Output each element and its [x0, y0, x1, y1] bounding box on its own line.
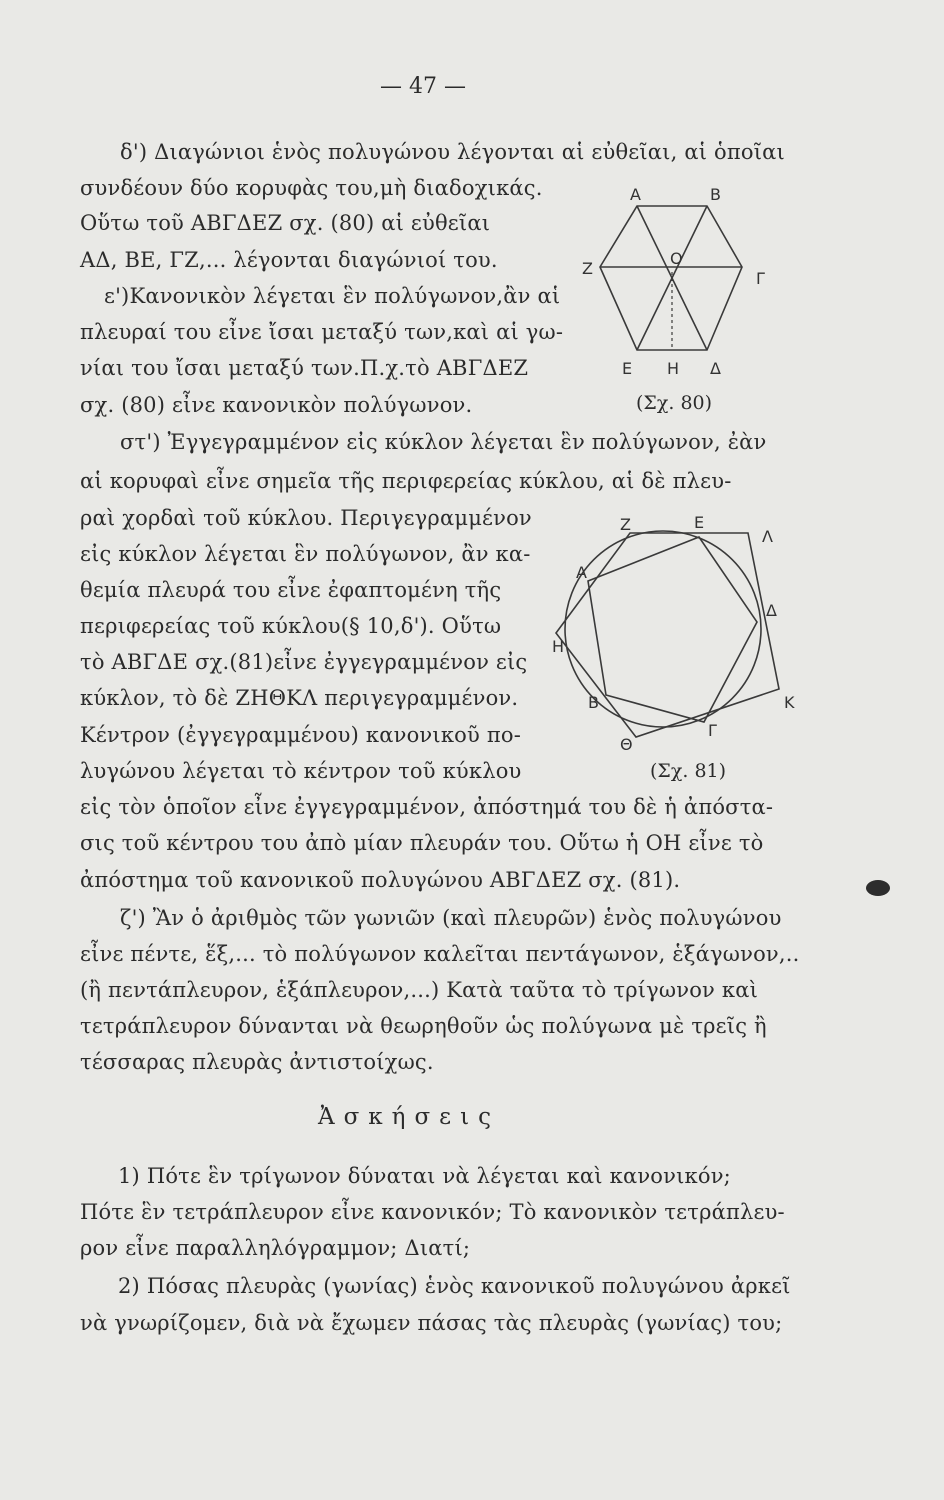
- text-line: ΑΔ, ΒΕ, ΓΖ,... λέγονται διαγώνιοί του.: [80, 248, 498, 272]
- label-h: H: [667, 359, 680, 378]
- text-line: συνδέουν δύο κορυφὰς του,μὴ διαδοχικάς.: [80, 176, 543, 200]
- inscribed-pentagon: [588, 537, 757, 722]
- text-line: ραὶ χορδαὶ τοῦ κύκλου. Περιγεγραμμένον: [80, 506, 532, 530]
- exercise-line: Πότε ἓν τετράπλευρον εἶνε κανονικόν; Τὸ κανονικὸν τετράπλευ-: [80, 1200, 785, 1224]
- exercise-line: ρον εἶνε παραλληλόγραμμον; Διατί;: [80, 1236, 471, 1260]
- text-line: λυγώνου λέγεται τὸ κέντρον τοῦ κύκλου: [80, 759, 522, 783]
- text-line: νίαι του ἴσαι μεταξύ των.Π.χ.τὸ ΑΒΓΔΕΖ: [80, 356, 529, 380]
- text-line: σχ. (80) εἶνε κανονικὸν πολύγωνον.: [80, 393, 473, 417]
- text-line: περιφερείας τοῦ κύκλου(§ 10,δ'). Οὕτω: [80, 614, 502, 638]
- text-line: κύκλον, τὸ δὲ ΖΗΘΚΛ περιγεγραμμένον.: [80, 686, 519, 710]
- label-z: Z: [620, 515, 631, 534]
- ink-blot: [866, 880, 890, 896]
- exercises-heading: Ἀσκήσεις: [318, 1104, 500, 1130]
- text-line: Κέντρον (ἐγγεγραμμένου) κανονικοῦ πο-: [80, 723, 521, 747]
- label-a: A: [630, 185, 641, 204]
- text-line: Οὕτω τοῦ ΑΒΓΔΕΖ σχ. (80) αἱ εὐθεῖαι: [80, 211, 491, 235]
- figure-81-pentagons: [548, 512, 808, 752]
- label-z: Z: [582, 259, 593, 278]
- text-line: θεμία πλευρά του εἶνε ἐφαπτομένη τῆς: [80, 578, 502, 602]
- text-line: τὸ ΑΒΓΔΕ σχ.(81)εἶνε ἐγγεγραμμένον εἰς: [80, 650, 528, 674]
- label-a: A: [576, 563, 587, 582]
- text-line: σις τοῦ κέντρου του ἀπὸ μίαν πλευράν του. Οὕτω ἡ ΟΗ εἶνε τὸ: [80, 831, 764, 855]
- exercise-line: 2) Πόσας πλευρὰς (γωνίας) ἑνὸς κανονικοῦ πολυγώνου ἀρκεῖ: [118, 1274, 791, 1298]
- figure-80-caption: (Σχ. 80): [636, 392, 713, 414]
- label-o: O: [670, 249, 683, 268]
- text-line: εἶνε πέντε, ἕξ,... τὸ πολύγωνον καλεῖται πεντάγωνον, ἑξάγωνον,..: [80, 942, 800, 966]
- text-line: στ') Ἐγγεγραμμένον εἰς κύκλον λέγεται ἓν πολύγωνον, ἐὰν: [120, 430, 767, 454]
- text-line: πλευραί του εἶνε ἴσαι μεταξύ των,καὶ αἱ γω-: [80, 320, 564, 344]
- page-number: — 47 —: [380, 74, 466, 99]
- label-e: E: [694, 513, 705, 532]
- label-b: B: [588, 693, 599, 712]
- text-line: (ἢ πεντάπλευρον, ἑξάπλευρον,...) Κατὰ ταῦτα τὸ τρίγωνον καὶ: [80, 978, 759, 1002]
- label-d: Δ: [766, 601, 777, 620]
- label-g: Γ: [708, 721, 717, 740]
- text-line: ε')Κανονικὸν λέγεται ἓν πολύγωνον,ἂν αἱ: [104, 284, 561, 308]
- label-e: E: [622, 359, 633, 378]
- exercise-line: νὰ γνωρίζομεν, διὰ νὰ ἔχωμεν πάσας τὰς πλευρὰς (γωνίας) του;: [80, 1311, 783, 1335]
- text-line: τέσσαρας πλευρὰς ἀντιστοίχως.: [80, 1050, 434, 1074]
- text-line: εἰς κύκλον λέγεται ἓν πολύγωνον, ἂν κα-: [80, 542, 531, 566]
- text-line: αἱ κορυφαὶ εἶνε σημεῖα τῆς περιφερείας κύκλου, αἱ δὲ πλευ-: [80, 469, 732, 493]
- text-line: ζ') Ἂν ὁ ἀριθμὸς τῶν γωνιῶν (καὶ πλευρῶν) ἑνὸς πολυγώνου: [120, 906, 782, 930]
- figure-80-hexagon: [570, 184, 770, 384]
- label-l: Λ: [762, 527, 773, 546]
- label-th: Θ: [620, 735, 633, 754]
- text-line: ἀπόστημα τοῦ κανονικοῦ πολυγώνου ΑΒΓΔΕΖ σχ. (81).: [80, 868, 681, 892]
- label-k: K: [784, 693, 795, 712]
- text-line: δ') Διαγώνιοι ἑνὸς πολυγώνου λέγονται αἱ εὐθεῖαι, αἱ ὁποῖαι: [120, 140, 785, 164]
- label-g: Γ: [756, 269, 765, 288]
- label-h: H: [552, 637, 565, 656]
- exercise-line: 1) Πότε ἓν τρίγωνον δύναται νὰ λέγεται καὶ κανονικόν;: [118, 1164, 731, 1188]
- label-d: Δ: [710, 359, 721, 378]
- figure-81-caption: (Σχ. 81): [650, 760, 727, 782]
- text-line: εἰς τὸν ὁποῖον εἶνε ἐγγεγραμμένον, ἀπόστημά του δὲ ἡ ἀπόστα-: [80, 795, 774, 819]
- hexagon-outline: [600, 206, 742, 350]
- text-line: τετράπλευρον δύνανται νὰ θεωρηθοῦν ὡς πολύγωνα μὲ τρεῖς ἢ: [80, 1014, 767, 1038]
- label-b: B: [710, 185, 721, 204]
